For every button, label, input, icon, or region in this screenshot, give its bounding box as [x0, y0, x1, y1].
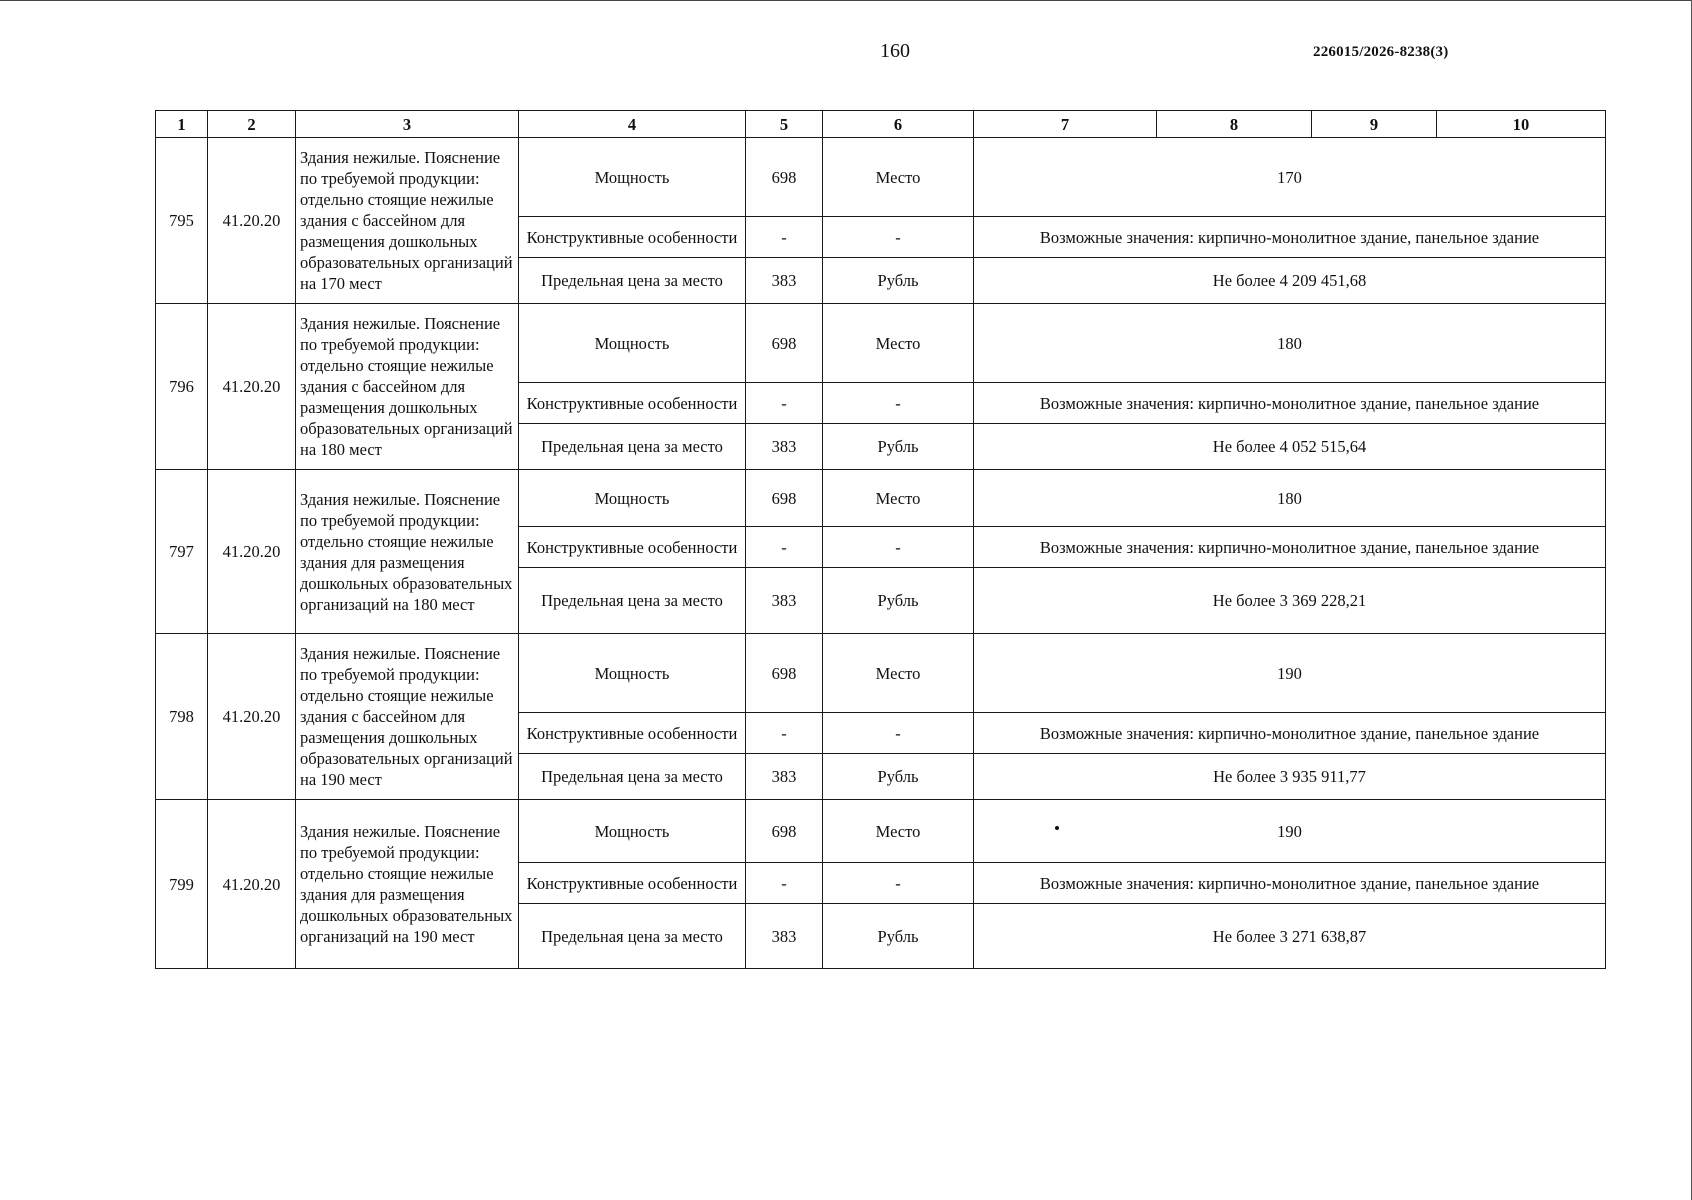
capacity-value: 180: [974, 304, 1606, 383]
okei-code: 698: [746, 470, 823, 527]
okpd-code: 41.20.20: [208, 634, 296, 800]
characteristic-power: Мощность: [519, 800, 746, 863]
okei-code: -: [746, 527, 823, 568]
okei-code: 698: [746, 800, 823, 863]
price-value: Не более 3 935 911,77: [974, 754, 1606, 800]
scan-top-edge: [0, 0, 1692, 1]
capacity-value: 190: [974, 634, 1606, 713]
characteristic-power: Мощность: [519, 304, 746, 383]
okei-code: 383: [746, 568, 823, 634]
table-row: [156, 470, 1606, 527]
okei-code: -: [746, 863, 823, 904]
unit-name: Место: [823, 470, 974, 527]
characteristic-price: Предельная цена за место: [519, 258, 746, 304]
item-description: Здания нежилые. Пояснение по требуемой продукции: отдельно стоящие нежилые здания с бассейном для размещения дошкольных образовательных организаций на 190 мест: [296, 634, 519, 800]
document-code: 226015/2026-8238(3): [1313, 44, 1449, 60]
header-row: [156, 111, 1606, 138]
requirements-table: [155, 110, 1606, 969]
okpd-code: 41.20.20: [208, 304, 296, 470]
okei-code: -: [746, 713, 823, 754]
scan-speck: [1055, 826, 1059, 830]
column-header-8: 8: [1157, 111, 1312, 138]
okpd-code: 41.20.20: [208, 138, 296, 304]
table-row: [156, 800, 1606, 863]
capacity-value: 180: [974, 470, 1606, 527]
features-value: Возможные значения: кирпично-монолитное здание, панельное здание: [974, 217, 1606, 258]
column-header-10: 10: [1437, 111, 1606, 138]
column-header-3: 3: [296, 111, 519, 138]
column-header-1: 1: [156, 111, 208, 138]
item-description: Здания нежилые. Пояснение по требуемой продукции: отдельно стоящие нежилые здания с бассейном для размещения дошкольных образовательных организаций на 180 мест: [296, 304, 519, 470]
price-value: Не более 4 052 515,64: [974, 424, 1606, 470]
okpd-code: 41.20.20: [208, 800, 296, 969]
column-header-2: 2: [208, 111, 296, 138]
okei-code: 698: [746, 138, 823, 217]
characteristic-power: Мощность: [519, 470, 746, 527]
okei-code: 383: [746, 754, 823, 800]
item-description: Здания нежилые. Пояснение по требуемой продукции: отдельно стоящие нежилые здания с бассейном для размещения дошкольных образовательных организаций на 170 мест: [296, 138, 519, 304]
capacity-value: 190: [974, 800, 1606, 863]
unit-name: Рубль: [823, 258, 974, 304]
okei-code: -: [746, 217, 823, 258]
okpd-code: 41.20.20: [208, 470, 296, 634]
characteristic-features: Конструктивные особенности: [519, 217, 746, 258]
unit-name: Рубль: [823, 904, 974, 969]
characteristic-features: Конструктивные особенности: [519, 383, 746, 424]
item-description: Здания нежилые. Пояснение по требуемой продукции: отдельно стоящие нежилые здания для размещения дошкольных образовательных организаций на 190 мест: [296, 800, 519, 969]
column-header-7: 7: [974, 111, 1157, 138]
column-header-4: 4: [519, 111, 746, 138]
row-number: 798: [156, 634, 208, 800]
characteristic-price: Предельная цена за место: [519, 568, 746, 634]
okei-code: 383: [746, 904, 823, 969]
features-value: Возможные значения: кирпично-монолитное здание, панельное здание: [974, 863, 1606, 904]
unit-name: Место: [823, 138, 974, 217]
unit-name: -: [823, 713, 974, 754]
features-value: Возможные значения: кирпично-монолитное здание, панельное здание: [974, 383, 1606, 424]
features-value: Возможные значения: кирпично-монолитное здание, панельное здание: [974, 713, 1606, 754]
characteristic-price: Предельная цена за место: [519, 754, 746, 800]
row-number: 799: [156, 800, 208, 969]
characteristic-price: Предельная цена за место: [519, 904, 746, 969]
okei-code: 383: [746, 258, 823, 304]
characteristic-power: Мощность: [519, 138, 746, 217]
characteristic-features: Конструктивные особенности: [519, 713, 746, 754]
unit-name: Рубль: [823, 424, 974, 470]
unit-name: -: [823, 217, 974, 258]
characteristic-price: Предельная цена за место: [519, 424, 746, 470]
characteristic-power: Мощность: [519, 634, 746, 713]
item-description: Здания нежилые. Пояснение по требуемой продукции: отдельно стоящие нежилые здания для размещения дошкольных образовательных организаций на 180 мест: [296, 470, 519, 634]
unit-name: Рубль: [823, 754, 974, 800]
unit-name: Место: [823, 800, 974, 863]
price-value: Не более 3 271 638,87: [974, 904, 1606, 969]
column-header-5: 5: [746, 111, 823, 138]
okei-code: 383: [746, 424, 823, 470]
row-number: 796: [156, 304, 208, 470]
row-number: 795: [156, 138, 208, 304]
column-header-6: 6: [823, 111, 974, 138]
okei-code: 698: [746, 304, 823, 383]
table-row: [156, 634, 1606, 713]
page-number: 160: [880, 40, 910, 62]
unit-name: -: [823, 527, 974, 568]
okei-code: 698: [746, 634, 823, 713]
table-row: [156, 304, 1606, 383]
unit-name: -: [823, 383, 974, 424]
unit-name: Место: [823, 634, 974, 713]
price-value: Не более 4 209 451,68: [974, 258, 1606, 304]
unit-name: -: [823, 863, 974, 904]
column-header-9: 9: [1312, 111, 1437, 138]
features-value: Возможные значения: кирпично-монолитное здание, панельное здание: [974, 527, 1606, 568]
price-value: Не более 3 369 228,21: [974, 568, 1606, 634]
row-number: 797: [156, 470, 208, 634]
okei-code: -: [746, 383, 823, 424]
characteristic-features: Конструктивные особенности: [519, 527, 746, 568]
unit-name: Рубль: [823, 568, 974, 634]
table-row: [156, 138, 1606, 217]
characteristic-features: Конструктивные особенности: [519, 863, 746, 904]
capacity-value: 170: [974, 138, 1606, 217]
unit-name: Место: [823, 304, 974, 383]
